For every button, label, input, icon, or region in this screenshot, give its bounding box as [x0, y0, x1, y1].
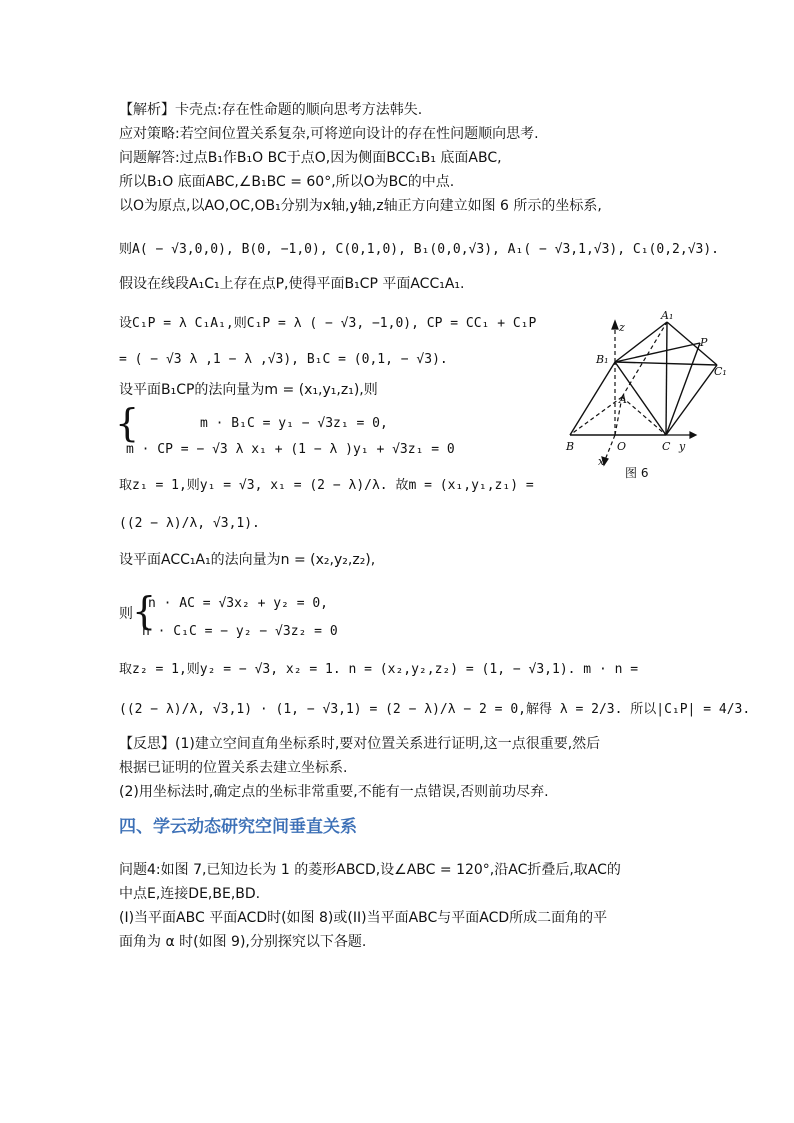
text-line: 【解析】卡壳点:存在性命题的顺向思考方法韩失.	[119, 102, 423, 118]
text-line: 设平面ACC₁A₁的法向量为n = (x₂,y₂,z₂),	[119, 552, 376, 568]
label-o: O	[617, 440, 627, 453]
label-b1: B₁	[596, 353, 609, 366]
label-y: y	[679, 440, 686, 453]
label-z: z	[619, 321, 625, 334]
text-line: 取z₂ = 1,则y₂ = − √3, x₂ = 1. n = (x₂,y₂,z₂) = (1, − √3,1). m · n =	[119, 662, 639, 677]
text-line: 根据已证明的位置关系去建立坐标系.	[119, 760, 348, 776]
label-p: P	[700, 336, 708, 349]
text-line: 应对策略:若空间位置关系复杂,可将逆向设计的存在性问题顺向思考.	[119, 126, 539, 142]
label-b: B	[566, 440, 575, 453]
label-c1: C₁	[714, 365, 727, 378]
system-brace: {	[115, 401, 140, 445]
equation-line: n · C₁C = − y₂ − √3z₂ = 0	[142, 624, 338, 639]
equation-line: m · B₁C = y₁ − √3z₁ = 0,	[200, 416, 388, 431]
then-label: 则	[119, 606, 133, 622]
text-line: 【反思】(1)建立空间直角坐标系时,要对位置关系进行证明,这一点很重要,然后	[119, 736, 601, 752]
prism-figure	[560, 305, 750, 485]
text-line: 取z₁ = 1,则y₁ = √3, x₁ = (2 − λ)/λ. 故m = (x₁,y₁,z₁) =	[119, 478, 534, 493]
vector-line: 设C₁P = λ C₁A₁,则C₁P = λ ( − √3, −1,0), CP = CC₁ + C₁P	[119, 316, 537, 331]
text-line: 设平面B₁CP的法向量为m = (x₁,y₁,z₁),则	[119, 382, 378, 398]
section-heading: 四、学云动态研究空间垂直关系	[119, 817, 357, 837]
equation-line: m · CP = − √3 λ x₁ + (1 − λ )y₁ + √3z₁ = 0	[126, 442, 455, 457]
text-line: 问题4:如图 7,已知边长为 1 的菱形ABCD,设∠ABC = 120°,沿AC折叠后,取AC的	[119, 862, 621, 878]
text-line: 中点E,连接DE,BE,BD.	[119, 886, 261, 902]
label-a: A	[619, 393, 627, 406]
vector-line: = ( − √3 λ ,1 − λ ,√3), B₁C = (0,1, − √3).	[119, 352, 448, 367]
text-line: (I)当平面ABC 平面ACD时(如图 8)或(II)当平面ABC与平面ACD所成二面角的平	[119, 910, 608, 926]
text-line: ((2 − λ)/λ, √3,1).	[119, 516, 260, 531]
label-a1: A₁	[661, 309, 674, 322]
text-line: 假设在线段A₁C₁上存在点P,使得平面B₁CP 平面ACC₁A₁.	[119, 276, 465, 292]
text-line: 以O为原点,以AO,OC,OB₁分别为x轴,y轴,z轴正方向建立如图 6 所示的坐标系,	[119, 198, 602, 214]
text-line: (2)用坐标法时,确定点的坐标非常重要,不能有一点错误,否则前功尽弃.	[119, 784, 549, 800]
label-c: C	[662, 440, 671, 453]
text-line: 所以B₁O 底面ABC,∠B₁BC = 60°,所以O为BC的中点.	[119, 174, 455, 190]
coordinates-line: 则A( − √3,0,0), B(0, −1,0), C(0,1,0), B₁(0,0,√3), A₁( − √3,1,√3), C₁(0,2,√3).	[119, 242, 719, 257]
system-brace: {	[132, 589, 157, 633]
text-line: ((2 − λ)/λ, √3,1) · (1, − √3,1) = (2 − λ)/λ − 2 = 0,解得 λ = 2/3. 所以|C₁P| = 4/3.	[119, 702, 751, 717]
figure-caption: 图 6	[625, 466, 649, 480]
text-line: 面角为 α 时(如图 9),分别探究以下各题.	[119, 934, 367, 950]
equation-line: n · AC = √3x₂ + y₂ = 0,	[148, 596, 329, 611]
text-line: 问题解答:过点B₁作B₁O BC于点O,因为侧面BCC₁B₁ 底面ABC,	[119, 150, 502, 166]
label-x: x	[598, 455, 605, 468]
